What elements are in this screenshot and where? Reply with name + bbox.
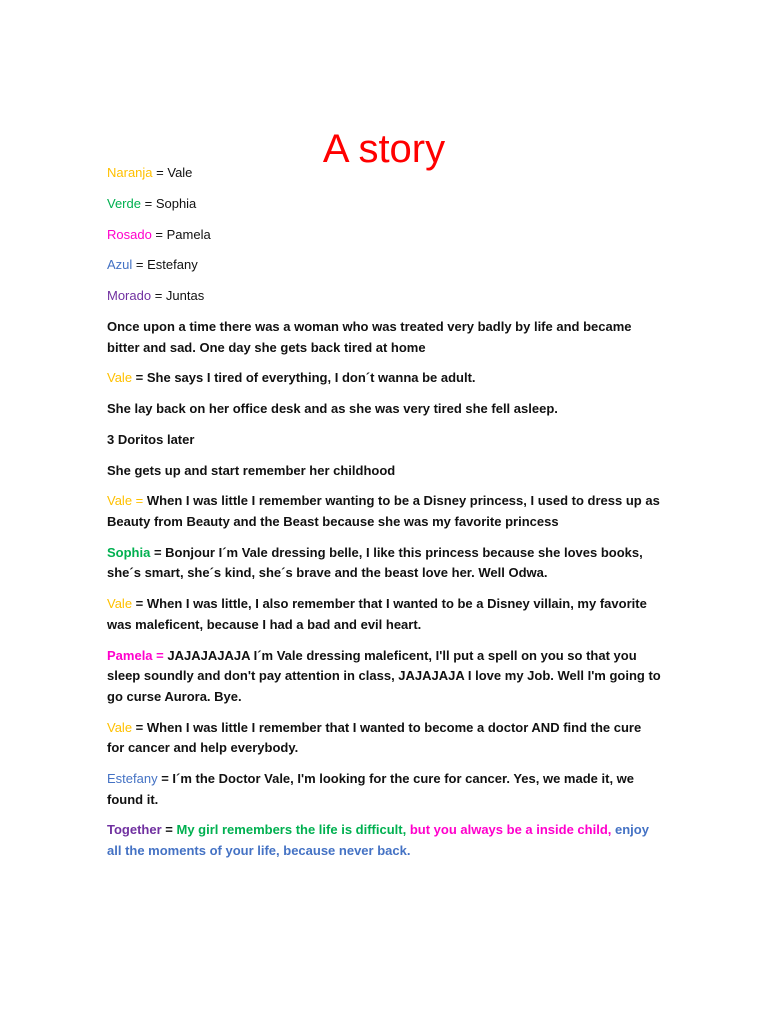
legend-separator: = [151,288,166,304]
paragraph-vale-princess [107,491,662,532]
speaker-pamela: Pamela = [107,647,164,663]
closing-blue-text: enjoy all the moments of your life, because never back. [107,822,649,858]
legend-line-rosado [107,225,662,245]
paragraph-vale-tired [107,368,662,389]
legend-person-estefany: Estefany [147,257,198,273]
legend-line-morado [107,286,662,306]
dialogue-text: = When I was little, I also remember that I wanted to be a Disney villain, my favorite was maleficent, because I had a bad and evil heart. [107,596,647,632]
legend-color-azul: Azul [107,257,133,273]
paragraph-estefany-doctor [107,769,662,810]
paragraph-remember-childhood: She gets up and start remember her childhood [107,462,396,478]
legend-color-rosado: Rosado [107,226,152,242]
speaker-estefany: Estefany [107,770,158,786]
legend-color-verde: Verde [107,195,141,211]
paragraph-fell-asleep: She lay back on her office desk and as she was very tired she fell asleep. [107,401,558,417]
closing-pink-text: but you always be a inside child, [406,822,612,838]
dialogue-text: = Bonjour I´m Vale dressing belle, I like this princess because she loves books, she´s smart, she´s kind, she´s brave and the beast love her. Well Odwa. [107,544,643,581]
legend-separator: = [151,226,167,242]
speaker-sophia: Sophia [107,544,151,560]
dialogue-text: JAJAJAJAJA I´m Vale dressing maleficent, I'll put a spell on you so that you sleep soundly and don't pay attention in class, JAJAJAJA I love my Job. Well I'm going to go curse Aurora. Bye. [107,647,661,704]
paragraph-vale-doctor [107,718,662,759]
legend-person-pamela: Pamela [166,226,211,242]
dialogue-text: When I was little I remember wanting to be a Disney princess, I used to dress up as Beauty from Beauty and the Beast because she was my favorite princess [107,493,660,530]
legend-separator: = [140,195,156,211]
paragraph-intro: Once upon a time there was a woman who was treated very badly by life and became bitter and sad. One day she gets back tired at home [107,318,632,355]
speaker-vale: Vale [107,596,133,612]
legend-person-vale: Vale [167,165,193,180]
paragraph-vale-villain [107,594,662,635]
document-title: A story [322,126,446,171]
speaker-vale: Vale [107,719,133,735]
legend-line-verde [107,194,662,214]
paragraph-sophia-belle [107,543,662,584]
document-body [107,163,662,872]
legend-color-naranja: Naranja [107,165,153,180]
dialogue-text: = She says I tired of everything, I don´t wanna be adult. [132,370,476,386]
legend-person-juntas: Juntas [165,288,205,304]
closing-green-text: My girl remembers the life is difficult, [176,822,407,838]
legend-line-naranja [107,163,662,183]
paragraph-doritos-later: 3 Doritos later [107,431,195,447]
speaker-vale: Vale [107,370,133,386]
legend-separator: = [152,165,168,180]
paragraph-together [107,820,662,861]
speaker-together: Together [107,822,162,838]
dialogue-text: = When I was little I remember that I wanted to become a doctor AND find the cure for cancer and help everybody. [107,719,642,756]
speaker-vale: Vale = [107,493,144,509]
equals-sign: = [161,822,177,838]
legend-person-sophia: Sophia [155,195,197,211]
dialogue-text: = I´m the Doctor Vale, I'm looking for the cure for cancer. Yes, we made it, we found it. [107,770,635,807]
legend-color-morado: Morado [107,288,152,304]
legend-line-azul [107,255,662,275]
paragraph-pamela-maleficent [107,646,662,708]
legend-separator: = [132,257,148,273]
